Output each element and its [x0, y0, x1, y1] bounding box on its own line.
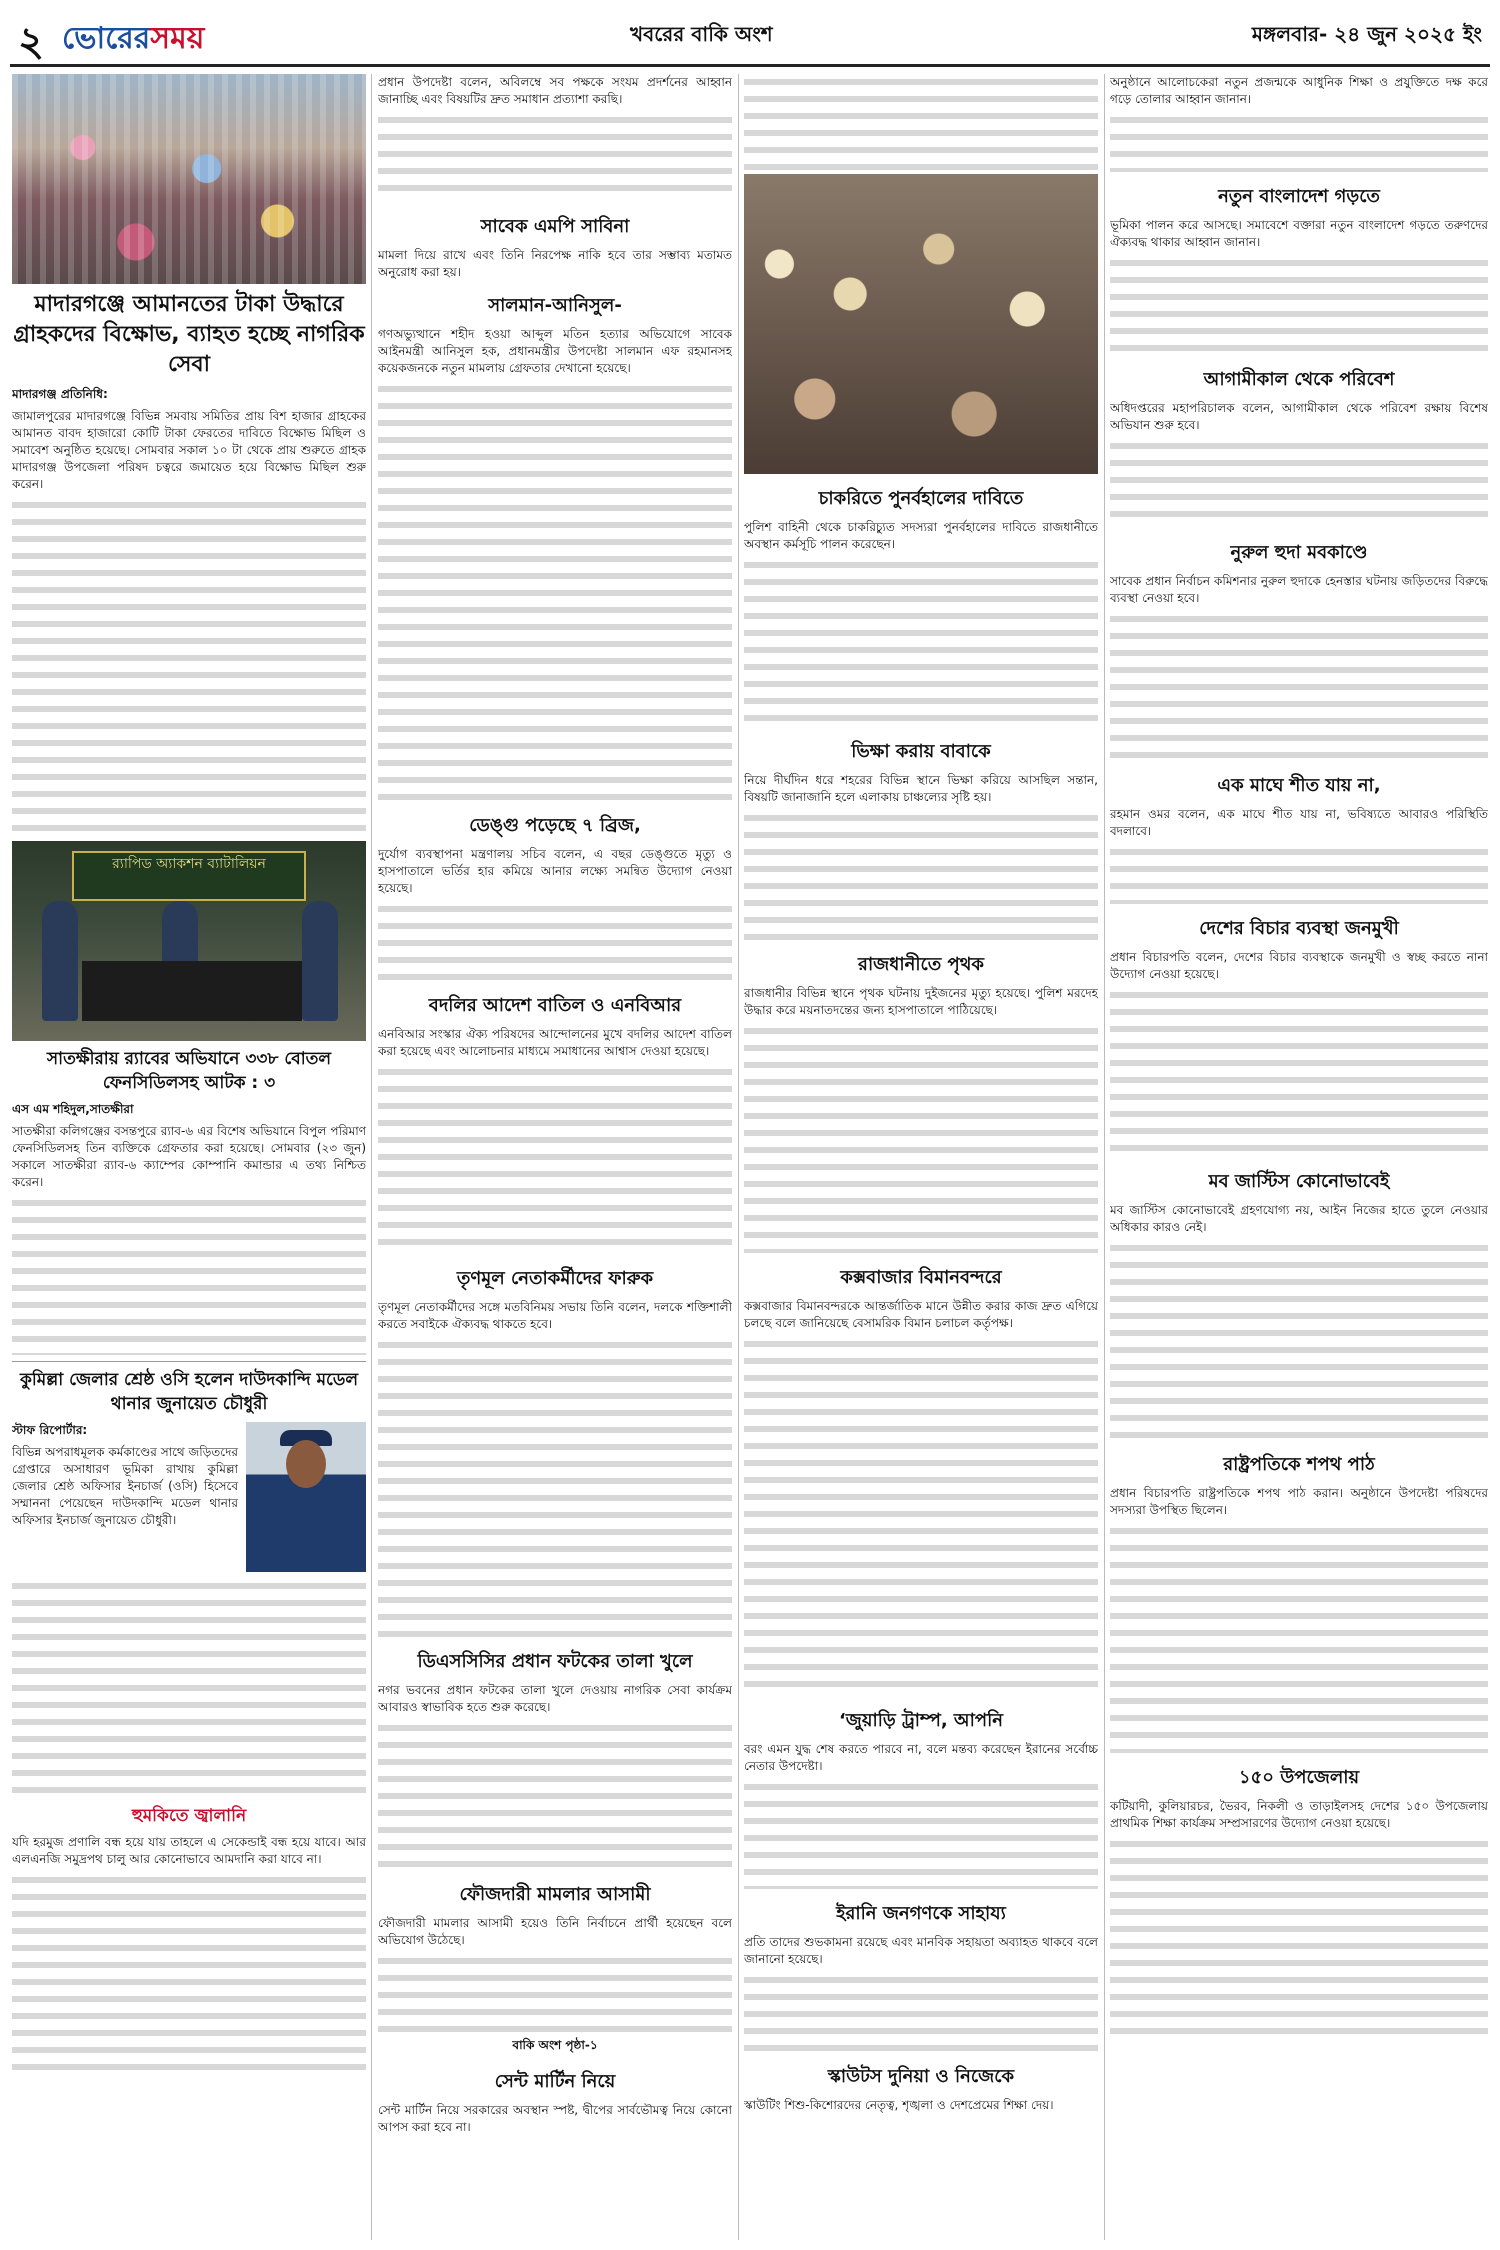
threat-headline: হুমকিতে জ্বালানি: [131, 1806, 247, 1826]
article-text: রহমান ওমর বলেন, এক মাঘে শীত যায় না, ভবিষ্যতে আবারও পরিস্থিতি বদলাবে।: [1110, 807, 1488, 838]
article-text-continued: [744, 1779, 1098, 1889]
page-reference: বাকি অংশ পৃষ্ঠা-১: [512, 2038, 598, 2052]
article-text-continued: [1110, 112, 1488, 172]
rab-headline: সাতক্ষীরায় র‍্যাবের অভিযানে ৩৩৮ বোতল ফেনসিডিলসহ আটক : ৩: [46, 1049, 332, 1093]
article-text-continued: [1110, 255, 1488, 355]
column-divider: [738, 74, 739, 2240]
article-text: অনুষ্ঠানে আলোচকেরা নতুন প্রজন্মকে আধুনিক শিক্ষা ও প্রযুক্তিতে দক্ষ করে গড়ে তোলার আহ্বান জানান।: [1110, 75, 1488, 106]
masthead: [10, 6, 1490, 67]
subhead-mob: মব জাস্টিস কোনোভাবেই: [1208, 1171, 1390, 1192]
article-text-continued: [12, 1872, 366, 2072]
article-text-continued: [12, 497, 366, 837]
subhead-env: আগামীকাল থেকে পরিবেশ: [1203, 369, 1395, 390]
article-text: গণঅভ্যুত্থানে শহীদ হওয়া আব্দুল মতিন হত্যার অভিযোগে সাবেক আইনমন্ত্রী আনিসুল হক, প্রধানমন্ত্রীর উপদেষ্টা সালমান এফ রহমানসহ কয়েকজনকে নতুন মামলায় গ্রেফতার দেখানো হয়েছে।: [378, 327, 732, 375]
subhead-dscc: ডিএসসিসির প্রধান ফটকের তালা খুলে: [417, 1651, 693, 1672]
article-text-continued: [744, 74, 1098, 170]
article-text: স্কাউটিং শিশু-কিশোরদের নেতৃত্ব, শৃঙ্খলা ও দেশপ্রেমের শিক্ষা দেয়।: [744, 2098, 1054, 2112]
article-text-continued: [378, 901, 732, 981]
article-text-continued: [1110, 1240, 1488, 1440]
subhead-salman: সালমান-আনিসুল-: [488, 295, 622, 316]
article-text: পুলিশ বাহিনী থেকে চাকরিচ্যুত সদস্যরা পুনর্বহালের দাবিতে রাজধানীতে অবস্থান কর্মসূচি পালন করেছেন।: [744, 520, 1098, 551]
article-text-continued: [744, 1972, 1098, 2052]
newspaper-logo: ভোরেরসময়: [62, 21, 205, 56]
section-title: খবরের বাকি অংশ: [630, 22, 773, 46]
officer-photo: [246, 1422, 366, 1572]
column-1: [12, 74, 366, 2240]
article-text-continued: [378, 1953, 732, 2033]
article-text: মব জাস্টিস কোনোভাবেই গ্রহণযোগ্য নয়, আইন নিজের হাতে তুলে নেওয়ার অধিকার কারও নেই।: [1110, 1203, 1488, 1234]
article-text: প্রধান বিচারপতি বলেন, দেশের বিচার ব্যবস্থাকে জনমুখী ও স্বচ্ছ করতে নানা উদ্যোগ নেওয়া হয়েছে।: [1110, 950, 1488, 981]
article-text: কটিয়াদী, কুলিয়ারচর, ভৈরব, নিকলী ও তাড়াইলসহ দেশের ১৫০ উপজেলায় প্রাথমিক শিক্ষা কার্যক্রম সম্প্রসারণের উদ্যোগ নেওয়া হয়েছে।: [1110, 1799, 1488, 1830]
article-text: দুর্যোগ ব্যবস্থাপনা মন্ত্রণালয় সচিব বলেন, এ বছর ডেঙ্গুতে মৃত্যু ও হাসপাতালে ভর্তির হার কমিয়ে আনার লক্ষ্যে সমন্বিত উদ্যোগ নেওয়া হয়েছে।: [378, 847, 732, 895]
article-text-continued: [744, 557, 1098, 727]
article-text-continued: [1110, 438, 1488, 528]
publication-date: মঙ্গলবার- ২৪ জুন ২০২৫ ইং: [1251, 22, 1482, 46]
article-text: যদি হরমুজ প্রণালি বন্ধ হয়ে যায় তাহলে এ সেকেন্ডাই বন্ধ হয়ে যাবে। আর এলএনজি সমুদ্রপথ চালু আর কোনোভাবে আমদানি করা যাবে না।: [12, 1835, 366, 1866]
subhead-martin: সেন্ট মার্টিন নিয়ে: [494, 2071, 616, 2092]
subhead-trump: ‘জুয়াড়ি ট্রাম্প, আপনি: [838, 1710, 1004, 1731]
article-text-continued: [1110, 1523, 1488, 1753]
byline: এস এম শহিদুল,সাতক্ষীরা: [12, 1102, 134, 1116]
article-text: প্রধান উপদেষ্টা বলেন, অবিলম্বে সব পক্ষকে সংযম প্রদর্শনের আহ্বান জানাচ্ছি এবং বিষয়টির দ্রুত সমাধান প্রত্যাশা করছি।: [378, 75, 732, 106]
subhead-airport: কক্সবাজার বিমানবন্দরে: [840, 1267, 1002, 1288]
subhead-criminal: ফৌজদারী মামলার আসামী: [459, 1884, 651, 1905]
subhead-winter: এক মাঘে শীত যায় না,: [1217, 775, 1381, 796]
rally-photo: [744, 174, 1098, 474]
article-text-continued: [1110, 1836, 1488, 2036]
article-text: নগর ভবনের প্রধান ফটকের তালা খুলে দেওয়ায় নাগরিক সেবা কার্যক্রম আবারও স্বাভাবিক হতে শুরু করেছে।: [378, 1683, 732, 1714]
column-divider: [1104, 74, 1105, 2240]
subhead-nurul: নুরুল হুদা মবকাণ্ডে: [1230, 542, 1368, 563]
article-text-continued: [744, 1336, 1098, 1696]
person-figure: [42, 901, 78, 1021]
article-text: বরং এমন যুদ্ধ শেষ করতে পারবে না, বলে মন্তব্য করেছেন ইরানের সর্বোচ্চ নেতার উপদেষ্টা।: [744, 1742, 1098, 1773]
column-4: [1110, 74, 1488, 2240]
rab-banner: র‍্যাপিড অ্যাকশন ব্যাটালিয়ন: [72, 851, 306, 901]
subhead-newbd: নতুন বাংলাদেশ গড়তে: [1218, 186, 1380, 207]
subhead-tm: তৃণমূল নেতাকর্মীদের ফারুক: [456, 1268, 654, 1289]
column-2: [378, 74, 732, 2240]
article-text: জামালপুরের মাদারগঞ্জে বিভিন্ন সমবায় সমিতির প্রায় বিশ হাজার গ্রাহকের আমানত বাবদ হাজারো কোটি টাকা ফেরতের দাবিতে বিক্ষোভ মিছিল ও সমাবেশ অনুষ্ঠিত হয়েছে। সোমবার সকাল ১০ টা থেকে প্রায় শুরুতে গ্রাহক মাদারগঞ্জ উপজেলা পরিষদ চত্বরে জমায়েত হয়ে বিক্ষোভ মিছিল শুরু করেন।: [12, 409, 366, 491]
page-number: ২: [18, 18, 45, 65]
person-figure: [302, 901, 338, 1021]
subhead-capital: রাজধানীতে পৃথক: [858, 954, 984, 975]
subhead-iran: ইরানি জনগণকে সাহায্য: [836, 1903, 1006, 1924]
article-text: অধিদপ্তরের মহাপরিচালক বলেন, আগামীকাল থেকে পরিবেশ রক্ষায় বিশেষ অভিযান শুরু হবে।: [1110, 401, 1488, 432]
protest-photo: [12, 74, 366, 284]
byline: স্টাফ রিপোর্টার:: [12, 1423, 88, 1437]
subhead-sabina: সাবেক এমপি সাবিনা: [480, 216, 630, 237]
subhead-beggar: ভিক্ষা করায় বাবাকে: [851, 741, 991, 762]
article-text-continued: [12, 1195, 366, 1355]
separator: [12, 1361, 366, 1362]
article-text-continued: [12, 1578, 366, 1798]
article-text: নিয়ে দীর্ঘদিন ধরে শহরের বিভিন্ন স্থানে ভিক্ষা করিয়ে আসছিল সন্তান, বিষয়টি জানাজানি হলে এলাকায় চাঞ্চল্যের সৃষ্টি হয়।: [744, 773, 1098, 804]
article-text: মামলা দিয়ে রাখে এবং তিনি নিরপেক্ষ নাকি হবে তার সম্ভাব্য মতামত অনুরোধ করা হয়।: [378, 248, 732, 279]
article-text-continued: [378, 112, 732, 202]
article-text-continued: [744, 1023, 1098, 1253]
subhead-oath: রাষ্ট্রপতিকে শপথ পাঠ: [1223, 1454, 1375, 1475]
article-text: কক্সবাজার বিমানবন্দরকে আন্তর্জাতিক মানে উন্নীত করার কাজ দ্রুত এগিয়ে চলছে বলে জানিয়েছে বেসামরিক বিমান চলাচল কর্তৃপক্ষ।: [744, 1299, 1098, 1330]
lead-headline: মাদারগঞ্জে আমানতের টাকা উদ্ধারে গ্রাহকদের বিক্ষোভ, ব্যাহত হচ্ছে নাগরিক সেবা: [13, 292, 365, 377]
article-text-continued: [744, 810, 1098, 940]
article-text: তৃণমূল নেতাকর্মীদের সঙ্গে মতবিনিময় সভায় তিনি বলেন, দলকে শক্তিশালী করতে সবাইকে ঐক্যবদ্ধ থাকতে হবে।: [378, 1300, 732, 1331]
subhead-order: বদলির আদেশ বাতিল ও এনবিআর: [428, 995, 682, 1016]
column-3: [744, 74, 1098, 2240]
subhead-job: চাকরিতে পুনর্বহালের দাবিতে: [818, 488, 1024, 509]
article-text: সাবেক প্রধান নির্বাচন কমিশনার নুরুল হুদাকে হেনস্তার ঘটনায় জড়িতদের বিরুদ্ধে ব্যবস্থা নেওয়া হবে।: [1110, 574, 1488, 605]
article-text-continued: [378, 1720, 732, 1870]
subhead-scout: স্কাউটস দুনিয়া ও নিজেকে: [827, 2066, 1015, 2087]
article-text: রাজধানীর বিভিন্ন স্থানে পৃথক ঘটনায় দুইজনের মৃত্যু হয়েছে। পুলিশ মরদেহ উদ্ধার করে ময়নাতদন্তের জন্য হাসপাতালে পাঠিয়েছে।: [744, 986, 1098, 1017]
oc-headline: কুমিল্লা জেলার শ্রেষ্ঠ ওসি হলেন দাউদকান্দি মডেল থানার জুনায়েত চৌধুরী: [19, 1370, 359, 1414]
face-shape: [286, 1440, 326, 1488]
article-text: প্রধান বিচারপতি রাষ্ট্রপতিকে শপথ পাঠ করান। অনুষ্ঠানে উপদেষ্টা পরিষদের সদস্যরা উপস্থিত ছিলেন।: [1110, 1486, 1488, 1517]
article-text: বিভিন্ন অপরাধমূলক কর্মকাণ্ডের সাথে জড়িতদের গ্রেপ্তারে অসাধারণ ভূমিকা রাখায় কুমিল্লা জেলার শ্রেষ্ঠ অফিসার ইনচার্জ (ওসি) হিসেবে সম্মাননা পেয়েছেন দাউদকান্দি মডেল থানার অফিসার ইনচার্জ জুনায়েত চৌধুরী।: [12, 1445, 238, 1527]
rab-photo: [12, 841, 366, 1041]
article-text-continued: [1110, 611, 1488, 761]
article-text: প্রতি তাদের শুভকামনা রয়েছে এবং মানবিক সহায়তা অব্যাহত থাকবে বলে জানানো হয়েছে।: [744, 1935, 1098, 1966]
article-text-continued: [378, 1064, 732, 1254]
article-text-continued: [1110, 844, 1488, 904]
article-text: সাতক্ষীরা কলিগঞ্জের বসন্তপুরে র‍্যাব-৬ এর বিশেষ অভিযানে বিপুল পরিমাণ ফেনসিডিলসহ তিন ব্যক্তিকে গ্রেফতার করা হয়েছে। সোমবার (২৩ জুন) সকালে সাতক্ষীরা র‍্যাব-৬ ক্যাম্পের কোম্পানি কমান্ডার এ তথ্য নিশ্চিত করেন।: [12, 1124, 366, 1189]
article-text: এনবিআর সংস্কার ঐক্য পরিষদের আন্দোলনের মুখে বদলির আদেশ বাতিল করা হয়েছে এবং আলোচনার মাধ্যমে সমাধানের আশ্বাস দেওয়া হয়েছে।: [378, 1027, 732, 1058]
subhead-upazila: ১৫০ উপজেলায়: [1238, 1767, 1360, 1788]
byline: মাদারগঞ্জ প্রতিনিধি:: [12, 387, 108, 401]
column-divider: [371, 74, 372, 2240]
article-text: ভূমিকা পালন করে আসছে। সমাবেশে বক্তারা নতুন বাংলাদেশ গড়তে তরুণদের ঐক্যবদ্ধ থাকার আহ্বান জানান।: [1110, 218, 1488, 249]
article-text: ফৌজদারী মামলার আসামী হয়েও তিনি নির্বাচনে প্রার্থী হয়েছেন বলে অভিযোগ উঠেছে।: [378, 1916, 732, 1947]
article-text: সেন্ট মার্টিন নিয়ে সরকারের অবস্থান স্পষ্ট, দ্বীপের সার্বভৌমত্ব নিয়ে কোনো আপস করা হবে না।: [378, 2103, 732, 2134]
article-text-continued: [1110, 987, 1488, 1157]
subhead-dengue: ডেঙ্গু পড়েছে ৭ ব্রিজ,: [469, 815, 641, 836]
article-text-continued: [378, 381, 732, 801]
subhead-justice: দেশের বিচার ব্যবস্থা জনমুখী: [1199, 918, 1399, 939]
article-text-continued: [378, 1337, 732, 1637]
seized-table: [82, 961, 302, 1021]
